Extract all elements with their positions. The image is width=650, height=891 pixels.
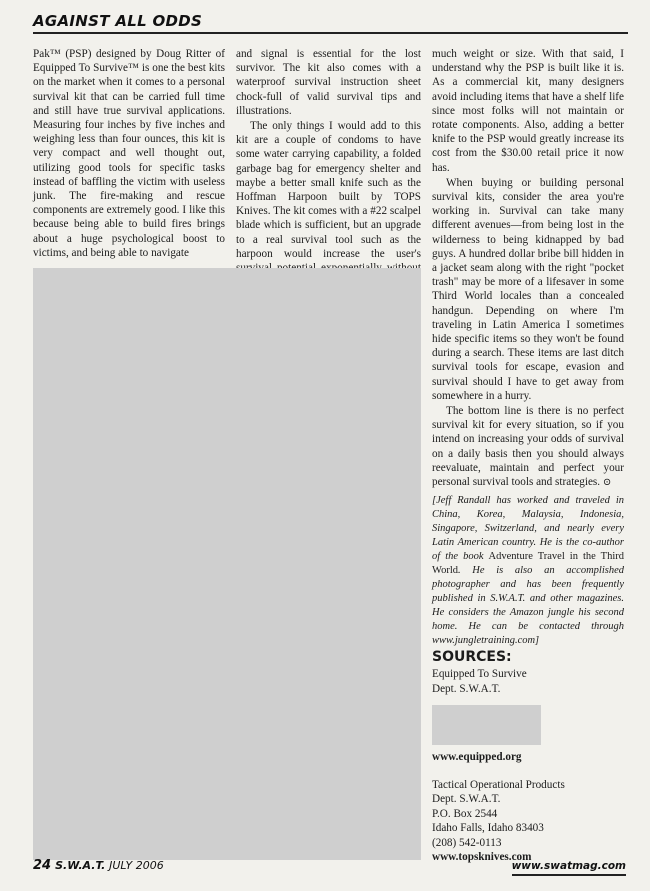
end-mark-icon: ⊙ [602,477,612,489]
column2-paragraph-2: The only things I would add to this kit are a couple of condoms to have some water carrying capability, a folded garbage bag for emergency shelter and maybe a better small knife such as the Hoffman Harpoon built by TOPS Knives. The kit comes with a #22 scalpel blade which is sufficient, but an upgrade to a real survival tool such as the harpoon would increase the user's [236,120,421,260]
column3-paragraph-2: When buying or building personal survival kits, consider the area you're working in. Survival can take many different avenues—from being lost in the wilderness to being kidnapped by bad guys. A hundred dollar bribe bill hidden in a jacket seam along with the right "pocket trash" may be more of a lifesaver in some Third World locales than a concealed handgun. Depending on where I'm traveling in Latin America I sometimes hide specific items so they won't be found during a search. These items are last ditch survival tools for escape, evasion and survival should I have to get away from somewhere in a hurry. [432,176,624,402]
author-bio [432,494,624,648]
source-logo-placeholder [432,705,541,745]
footer-folio [33,858,164,873]
photo-placeholder [33,268,421,860]
column3-paragraph-3 [432,404,624,490]
source2-city: Idaho Falls, Idaho 83403 [432,822,544,834]
issue-date: JULY 2006 [109,859,164,872]
source2-phone: (208) 542-0113 [432,836,502,849]
column3-paragraph-3-text: The bottom line is there is no perfect survival kit for every situation, so if you intend on increasing your odds of survival on a daily basis then you should always reevaluate, maintain and perfect your personal survival tools and strategies. [432,405,624,489]
column1-paragraph-1: Pak™ (PSP) designed by Doug Ritter of Equipped To Survive™ is one the best kits on the market when it comes to a personal survival kit that can be carried full time and still have true survival applications. Measuring four inches by five inches and weighing less than four ounces, this kit is very compact and well thought out, utilizing good tools for specific tasks instead of baffling the victim with useless junk. The fire-making and rescue components are extremely good. I like this because being able to build fires brings about a huge psychological boost to victims, and being able to navigate [33,48,225,259]
bio-text-end: . He is also an accomplished photographer and has been frequently published in S.W.A.T. and other magazines. He considers the Amazon jungle his second home. He can be contacted through www.jungletraining.com] [432,565,624,647]
source1-dept: Dept. S.W.A.T. [432,682,501,695]
source1-name: Equipped To Survive [432,668,527,680]
footer-rule [512,874,626,876]
column2-paragraph-1: and signal is essential for the lost survivor. The kit also comes with a waterproof survival instruction sheet chock-full of valid survival tips and illustrations. [236,48,421,117]
sources-box [432,648,624,865]
magazine-name: S.W.A.T. [55,859,106,872]
bio-book-title: Adventure Travel in the Third World [432,551,625,577]
section-title: AGAINST ALL ODDS [33,12,203,30]
footer-website: www.swatmag.com [511,860,626,872]
bio-text-start: [Jeff Randall has worked and traveled in China, Korea, Malaysia, Indonesia, Singapore, Switzerland, and nearly every Latin American country. He is the co-author of the book [432,495,624,563]
source1-website-link[interactable]: www.equipped.org [432,751,522,763]
sources-heading: SOURCES: [432,649,512,665]
source2-dept: Dept. S.W.A.T. [432,793,501,805]
article-column-3 [432,47,624,648]
article-column-2 [236,47,421,289]
source2-website-link[interactable]: www.topsknives.com [432,851,532,863]
header-rule [33,32,628,34]
source2-name: Tactical Operational Products [432,778,565,791]
page-number: 24 [33,858,52,873]
article-column-1 [33,47,225,260]
column3-paragraph-1: much weight or size. With that said, I understand why the PSP is built like it is. As a commercial kit, many designers avoid including items that have a shelf life since most folks will not maintain or rotate components. Also, adding a better knife to the PSP would greatly increase its cost from the $30.00 retail price it now has. [432,48,624,174]
source2-po-box: P.O. Box 2544 [432,807,498,820]
